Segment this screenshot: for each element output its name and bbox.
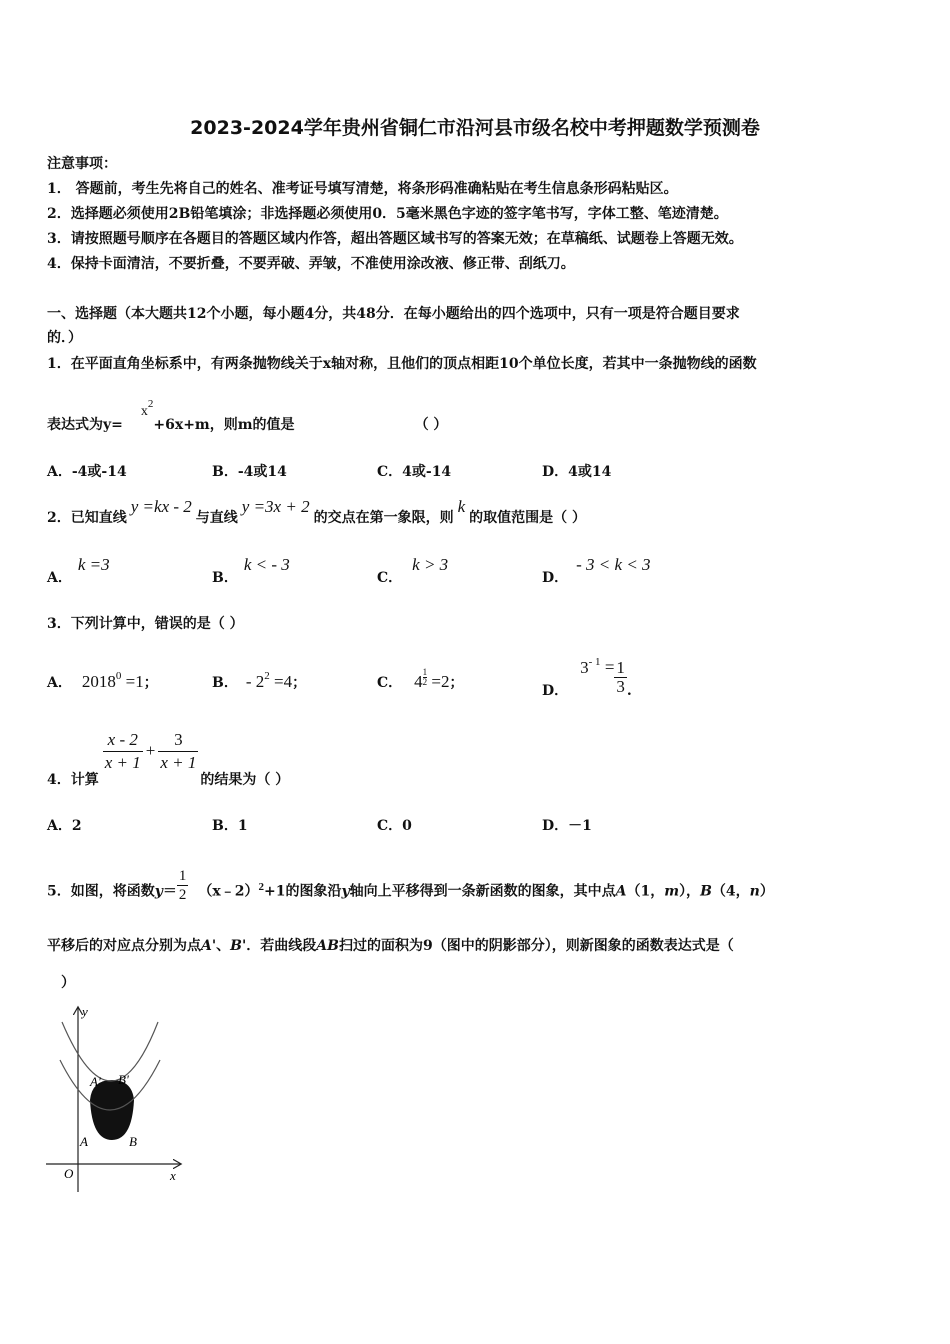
q3-option-d-eq: = (600, 657, 615, 677)
q4-option-d[interactable]: D．－1 (542, 818, 592, 834)
q5-eq: ＝ (162, 883, 177, 900)
q4-fraction-2-den: x + 1 (160, 753, 197, 772)
q5-m: m (664, 883, 680, 900)
q3-option-c-semi: ； (449, 675, 464, 691)
q5-line2-d: 扫过的面积为9（图中的阴影部分），则新图象的函数表达式是（ (338, 938, 734, 954)
q3-option-a-exp: 0 (115, 670, 122, 682)
label-B-prime: B' (118, 1072, 129, 1087)
q1-stem-line2 (47, 398, 448, 434)
q3-option-d-period: . (626, 682, 632, 699)
q5-B-prime: B' (230, 938, 247, 954)
q1-x: x (140, 404, 148, 419)
q3-option-c-base: 4 (414, 672, 423, 691)
q3-option-d-label: D． (542, 682, 569, 699)
q2-text-4: 的取值范围是（ ） (469, 510, 586, 526)
q3-option-c-exp (423, 668, 428, 687)
q3-option-b-semi: ； (292, 675, 307, 691)
q3-option-b-rest: =4 (269, 672, 293, 691)
q2-option-b[interactable] (212, 555, 290, 587)
q5-half-num: 1 (178, 868, 187, 884)
q5-text-1: 5．如图，将函数 (47, 883, 155, 900)
q3-option-a-semi: ； (143, 675, 158, 691)
q1-option-d[interactable]: D．4或14 (542, 464, 612, 480)
q5-line2-a: 平移后的对应点分别为点 (47, 938, 201, 954)
q3-option-a-base: 2018 (81, 672, 116, 691)
q5-yaxis: y (341, 883, 350, 900)
q2-text-1: 2．已知直线 (47, 510, 127, 526)
q4-fraction-1-den: x + 1 (104, 753, 141, 772)
page-title: 2023-2024学年贵州省铜仁市沿河县市级名校中考押题数学预测卷 (190, 117, 760, 139)
q3-option-c-exp-num: 1 (422, 667, 428, 677)
q3-option-d-base: 3 (580, 657, 589, 677)
label-y: y (82, 1004, 88, 1019)
q4-fraction-1 (103, 729, 143, 774)
q4-text-1: 4．计算 (47, 771, 99, 788)
q4-option-a[interactable]: A．2 (47, 818, 82, 834)
q5-text-6: ）， (679, 883, 701, 900)
q2-eq-1: y =kx - 2 (130, 497, 192, 516)
q5-stem-line1 (47, 868, 774, 910)
q2-option-a-expr: k =3 (77, 555, 110, 574)
q2-k: k (457, 497, 466, 516)
notice-item-2: 2．选择题必须使用2B铅笔填涂；非选择题必须使用0．5毫米黑色字迹的签字笔书写，字体工整、笔迹清楚。 (47, 206, 728, 222)
q1-option-b[interactable]: B．-4或14 (212, 464, 287, 480)
q3-option-c[interactable] (377, 667, 464, 699)
q2-option-d-label: D． (542, 570, 569, 586)
q1-prefix: 表达式为y= (47, 417, 123, 433)
q5-A: A (615, 883, 627, 900)
q2-option-d[interactable] (542, 555, 651, 587)
q3-option-d[interactable] (542, 650, 632, 699)
q3-option-a[interactable] (47, 672, 158, 692)
label-O: O (64, 1166, 74, 1181)
q5-stem-line3: ） (61, 975, 75, 991)
q4-option-b[interactable]: B．1 (212, 818, 248, 834)
q5-line2-c: ．若曲线段 (246, 938, 317, 954)
q5-y: y (154, 883, 163, 900)
section-heading-line2: 的．） (47, 330, 82, 346)
q4-text-2: 的结果为（ ） (200, 771, 290, 788)
notice-item-1: 1． 答题前，考生先将自己的姓名、准考证号填写清楚，将条形码准确粘贴在考生信息条形码粘贴区。 (47, 181, 678, 197)
q4-option-c[interactable]: C．0 (377, 818, 412, 834)
q5-n: n (749, 883, 760, 900)
q5-stem-line2 (47, 935, 734, 955)
q5-text-2: （x﹣2） (198, 883, 259, 900)
q2-text-2: 与直线 (195, 510, 238, 526)
q2-option-a-label: A． (47, 570, 72, 586)
q1-exp: 2 (147, 398, 154, 410)
label-x: x (170, 1168, 176, 1183)
q1-option-c[interactable]: C．4或-14 (377, 464, 452, 480)
q2-eq-2: y =3x + 2 (241, 497, 310, 516)
q5-half-den: 2 (178, 887, 187, 903)
q3-option-d-frac (614, 659, 627, 696)
q5-AB: AB (316, 938, 339, 954)
q3-option-b-exp: 2 (264, 670, 270, 682)
q3-option-a-label: A． (47, 675, 72, 691)
q4-stem (47, 729, 290, 788)
q5-B: B (700, 883, 712, 900)
q3-stem: 3．下列计算中，错误的是（ ） (47, 616, 244, 632)
q4-fraction-1-num: x - 2 (107, 730, 138, 749)
q3-option-c-rest: =2 (427, 672, 450, 691)
q5-figure (40, 1000, 200, 1200)
q5-text-8: ） (759, 883, 774, 900)
q2-option-c-label: C． (377, 570, 403, 586)
q1-option-a[interactable]: A．-4或-14 (47, 464, 127, 480)
q2-stem (47, 497, 586, 527)
q3-option-d-exp: - 1 (588, 655, 601, 668)
q3-option-a-rest: =1 (121, 672, 144, 691)
q2-option-c[interactable] (377, 555, 449, 587)
q4-fraction-2 (158, 729, 198, 774)
q4-fraction-2-num: 3 (174, 730, 183, 749)
q5-half (177, 867, 189, 904)
q5-text-7: （4， (711, 883, 750, 900)
q3-option-c-exp-den: 2 (422, 677, 428, 687)
q2-option-a[interactable] (47, 555, 110, 587)
q1-suffix: +6x+m，则m的值是 (153, 417, 295, 433)
notice-heading: 注意事项： (47, 156, 117, 172)
q5-sq: 2 (258, 880, 264, 893)
q1-stem-line1: 1．在平面直角坐标系中，有两条抛物线关于x轴对称，且他们的顶点相距10个单位长度，若其中一条抛物线的函数 (47, 356, 757, 372)
q5-A-prime: A' (201, 938, 217, 954)
q2-option-d-expr: - 3 < k < 3 (576, 555, 651, 574)
q5-line2-b: 、 (216, 938, 231, 954)
q5-text-5: （1， (626, 883, 665, 900)
notice-item-3: 3．请按照题号顺序在各题目的答题区域内作答，超出答题区域书写的答案无效；在草稿纸、试题卷上答题无效。 (47, 231, 743, 247)
q2-text-3: 的交点在第一象限，则 (313, 510, 454, 526)
q3-option-c-label: C． (377, 675, 403, 691)
q2-option-c-expr: k > 3 (412, 555, 449, 574)
q4-plus: + (145, 740, 156, 760)
notice-item-4: 4．保持卡面清洁，不要折叠，不要弄破、弄皱，不准使用涂改液、修正带、刮纸刀。 (47, 256, 575, 272)
q3-option-b-label: B． (212, 675, 238, 691)
q1-paren: （ ） (414, 417, 448, 433)
q3-option-b-pre: - 2 (245, 672, 265, 691)
q2-option-b-expr: k < - 3 (243, 555, 290, 574)
q5-text-4: 轴向上平移得到一条新函数的图象，其中点 (349, 883, 616, 900)
label-A: A (80, 1134, 88, 1149)
section-heading-line1: 一、选择题（本大题共12个小题，每小题4分，共48分．在每小题给出的四个选项中，只有一项是符合题目要求 (47, 306, 740, 322)
shifted-parabola (62, 1022, 158, 1081)
label-A-prime: A' (90, 1074, 101, 1089)
q3-option-d-den: 3 (616, 677, 625, 696)
q3-option-b[interactable] (212, 672, 306, 692)
q5-text-3: +1的图象沿 (263, 883, 342, 900)
q3-option-d-num: 1 (616, 658, 625, 677)
label-B: B (129, 1134, 137, 1149)
q2-option-b-label: B． (212, 570, 238, 586)
